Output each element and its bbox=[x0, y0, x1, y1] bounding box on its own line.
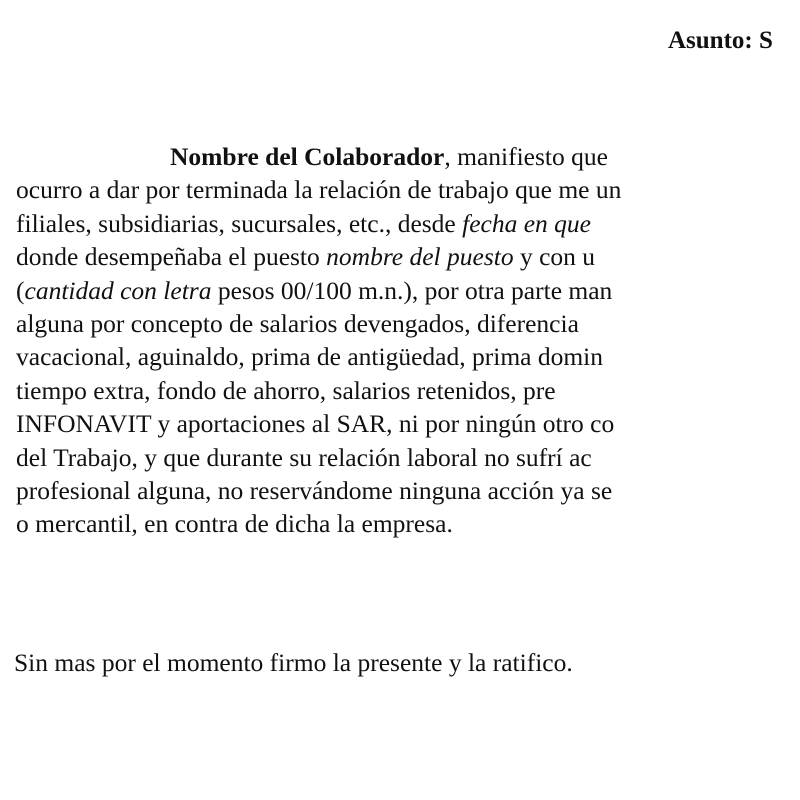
text-run: alguna por concepto de salarios devengados, diferencia bbox=[16, 308, 579, 338]
letter-line bbox=[16, 407, 800, 440]
text-run: Nombre del Colaborador bbox=[170, 142, 445, 171]
asunto-heading: Asunto: S bbox=[668, 27, 773, 54]
text-run: INFONAVIT y aportaciones al SAR, ni por ningún otro co bbox=[16, 409, 615, 439]
text-run: pesos 00/100 m.n.), por otra parte man bbox=[211, 275, 613, 305]
closing-sentence: Sin mas por el momento firmo la presente y la ratifico. bbox=[14, 648, 573, 677]
letter-line bbox=[16, 240, 800, 273]
letter-line bbox=[16, 307, 800, 340]
letter-line bbox=[16, 507, 800, 540]
text-run: , manifiesto que bbox=[444, 142, 608, 171]
letter-line bbox=[16, 173, 800, 206]
text-run: ( bbox=[16, 275, 25, 305]
text-run: profesional alguna, no reservándome ninguna acción ya se bbox=[16, 475, 613, 505]
letter-line bbox=[16, 441, 800, 474]
letter-line bbox=[16, 374, 800, 407]
text-run: fecha en que bbox=[462, 208, 591, 238]
letter-line bbox=[16, 474, 800, 507]
text-run: tiempo extra, fondo de ahorro, salarios retenidos, pre bbox=[16, 375, 556, 405]
letter-body-paragraph bbox=[16, 140, 800, 541]
text-run: y con u bbox=[513, 242, 596, 272]
text-run: o mercantil, en contra de dicha la empresa. bbox=[16, 509, 453, 539]
text-run: del Trabajo, y que durante su relación laboral no sufrí ac bbox=[16, 442, 592, 472]
text-run: vacacional, aguinaldo, prima de antigüedad, prima domin bbox=[16, 342, 604, 372]
letter-line bbox=[16, 140, 800, 173]
text-run: cantidad con letra bbox=[24, 275, 212, 305]
letter-line bbox=[16, 207, 800, 240]
text-run: donde desempeñaba el puesto bbox=[16, 242, 327, 272]
text-run: filiales, subsidiarias, sucursales, etc., desde bbox=[16, 208, 463, 238]
letter-line bbox=[16, 274, 800, 307]
text-run: ocurro a dar por terminada la relación de trabajo que me un bbox=[16, 175, 622, 205]
letter-line bbox=[16, 340, 800, 373]
text-run: nombre del puesto bbox=[326, 242, 514, 272]
